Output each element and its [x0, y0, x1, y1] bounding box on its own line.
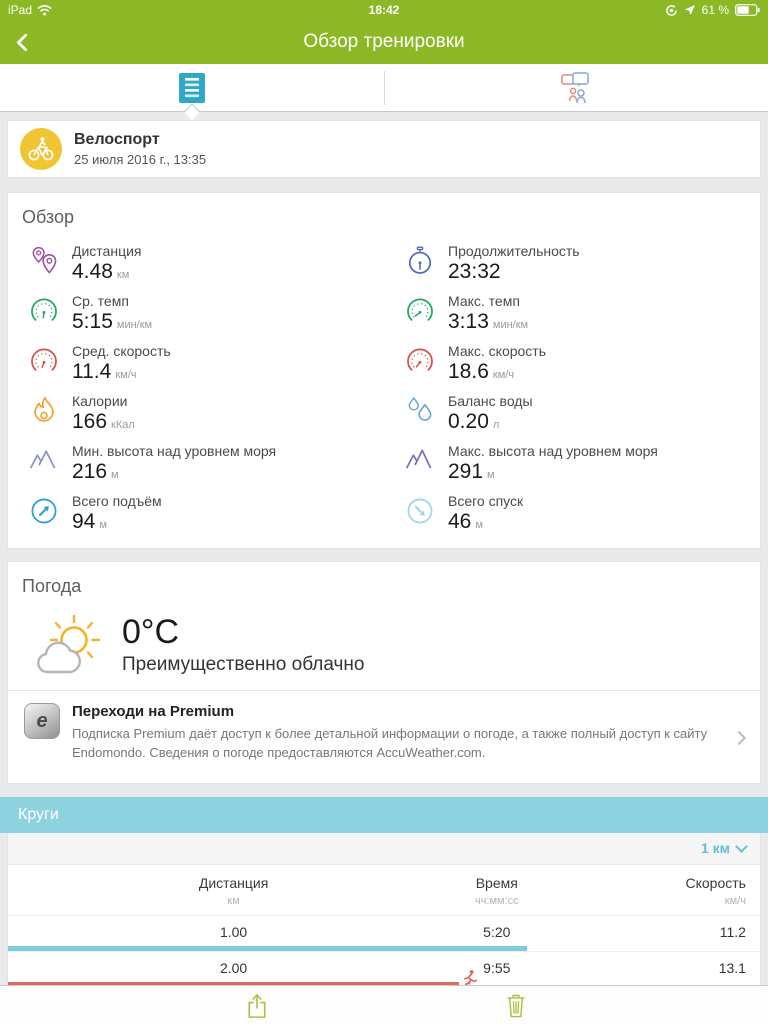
stat-min-altitude	[8, 438, 384, 488]
stat-unit: км/ч	[115, 369, 137, 381]
map-pins-icon	[28, 245, 60, 277]
tab-bar	[0, 64, 768, 112]
ascent-arrow-icon	[28, 495, 60, 527]
stat-value: 291 м	[448, 460, 495, 483]
delete-button[interactable]	[496, 990, 536, 1022]
lap-distance: 2.00	[219, 959, 248, 976]
laps-section-header	[0, 797, 768, 833]
lap-speed: 11.2	[719, 923, 746, 940]
wifi-icon	[37, 5, 52, 16]
laps-title: Круги	[18, 805, 59, 823]
premium-description: Подписка Premium даёт доступ к более детальной информации о погоде, а также полный доступ к сайту Endomondo. Сведения о погоде предоставляются AccuWeather.com.	[72, 726, 708, 760]
stat-label: Макс. высота над уровнем моря	[448, 443, 658, 459]
stat-label: Макс. скорость	[448, 343, 547, 359]
pace-gauge-icon	[28, 295, 60, 327]
lap-time: 9:55	[483, 959, 511, 976]
stat-value: 3:13 мин/км	[448, 310, 529, 333]
stat-unit: кКал	[111, 419, 135, 431]
stat-value: 46 м	[448, 510, 483, 533]
stat-value: 4.48 км	[72, 260, 130, 283]
weather-condition: Преимущественно облачно	[122, 654, 365, 675]
lap-speed: 13.1	[718, 959, 746, 976]
stat-value: 94 м	[72, 510, 107, 533]
premium-title: Переходи на Premium	[72, 703, 235, 720]
status-bar	[0, 0, 768, 20]
lap-row	[8, 952, 760, 988]
stat-max-speed	[384, 338, 760, 388]
weather-card	[7, 561, 761, 784]
sport-avatar	[20, 128, 62, 170]
stat-value: 0.20 л	[448, 410, 500, 433]
stat-value: 5:15 мин/км	[72, 310, 153, 333]
overview-section-title: Обзор	[22, 207, 74, 227]
stat-label: Всего спуск	[448, 493, 524, 509]
stat-unit: мин/км	[492, 319, 529, 331]
stat-label: Всего подъём	[72, 493, 162, 509]
stat-avg-pace	[8, 288, 384, 338]
stat-unit: м	[111, 469, 119, 481]
stat-label: Мин. высота над уровнем моря	[72, 443, 277, 459]
laps-table-header	[8, 865, 760, 916]
lap-time: 5:20	[483, 923, 511, 940]
stat-total-descent	[384, 488, 760, 538]
stat-label: Ср. темп	[72, 293, 129, 309]
stat-label: Макс. темп	[448, 293, 520, 309]
water-drops-icon	[404, 395, 436, 427]
mountains-icon	[404, 445, 436, 477]
weather-section-title: Погода	[22, 576, 82, 596]
workout-datetime: 25 июля 2016 г., 13:35	[74, 152, 207, 167]
stat-avg-speed	[8, 338, 384, 388]
stat-unit: м	[99, 519, 107, 531]
stat-unit: м	[475, 519, 483, 531]
stat-distance	[8, 238, 384, 288]
stopwatch-icon	[404, 245, 436, 277]
column-time: Время чч:мм:сс	[474, 874, 519, 907]
lap-distance: 1.00	[219, 923, 248, 940]
share-icon	[245, 992, 269, 1020]
stat-value: 18.6 км/ч	[448, 360, 515, 383]
battery-percent: 61 %	[701, 3, 729, 17]
stat-max-altitude	[384, 438, 760, 488]
workout-header-card	[7, 120, 761, 178]
stat-total-ascent	[8, 488, 384, 538]
lap-progress-bar	[8, 946, 527, 951]
comments-people-icon	[560, 72, 592, 104]
temperature-value: 0°C	[122, 613, 180, 651]
pace-gauge-icon	[404, 295, 436, 327]
stat-unit: км	[116, 269, 130, 281]
speed-gauge-icon	[28, 345, 60, 377]
back-button[interactable]	[10, 28, 40, 58]
lap-row	[8, 916, 760, 952]
weather-summary	[8, 607, 760, 690]
share-button[interactable]	[237, 990, 277, 1022]
page-title: Обзор тренировки	[303, 31, 465, 52]
sun-cloud-icon	[30, 614, 104, 676]
speed-gauge-icon	[404, 345, 436, 377]
stat-label: Дистанция	[72, 243, 142, 259]
summary-list-icon	[179, 73, 205, 103]
stat-value: 166 кКал	[72, 410, 135, 433]
overview-card	[7, 192, 761, 549]
lap-interval-dropdown[interactable]	[8, 833, 760, 865]
tab-social[interactable]	[384, 64, 768, 111]
carrier-label: iPad	[8, 3, 33, 17]
stat-unit: км/ч	[492, 369, 515, 381]
stat-water-balance	[384, 388, 760, 438]
stat-value: 216 м	[72, 460, 119, 483]
bottom-toolbar	[0, 985, 768, 1024]
stat-duration	[384, 238, 760, 288]
chevron-down-icon	[735, 840, 748, 853]
premium-banner[interactable]	[8, 690, 760, 775]
back-chevron-icon	[16, 33, 34, 51]
bicycle-icon	[27, 136, 55, 162]
premium-app-icon: e	[24, 703, 60, 739]
battery-icon	[735, 4, 760, 16]
rotation-lock-icon	[665, 4, 678, 17]
column-speed: Скорость км/ч	[685, 874, 746, 907]
workout-sport-name: Велоспорт	[74, 131, 160, 148]
stat-label: Баланс воды	[448, 393, 533, 409]
stat-value: 23:32	[448, 260, 501, 283]
stats-grid	[8, 238, 760, 538]
stat-label: Продолжительность	[448, 243, 580, 259]
stat-value: 11.4 км/ч	[72, 360, 137, 383]
stat-label: Калории	[72, 393, 128, 409]
stat-label: Сред. скорость	[72, 343, 171, 359]
stat-unit: мин/км	[116, 319, 153, 331]
nav-bar	[0, 20, 768, 64]
stat-unit: л	[492, 419, 500, 431]
stat-unit: м	[487, 469, 495, 481]
column-distance: Дистанция км	[198, 874, 269, 907]
descent-arrow-icon	[404, 495, 436, 527]
stat-max-pace	[384, 288, 760, 338]
runner-icon	[461, 969, 478, 986]
clock: 18:42	[368, 3, 400, 17]
stat-calories	[8, 388, 384, 438]
mountains-icon	[28, 445, 60, 477]
location-arrow-icon	[684, 4, 696, 16]
lap-interval-value: 1 км	[700, 840, 730, 857]
trash-icon	[505, 992, 527, 1020]
tab-divider	[384, 71, 385, 105]
flame-icon	[28, 395, 60, 427]
